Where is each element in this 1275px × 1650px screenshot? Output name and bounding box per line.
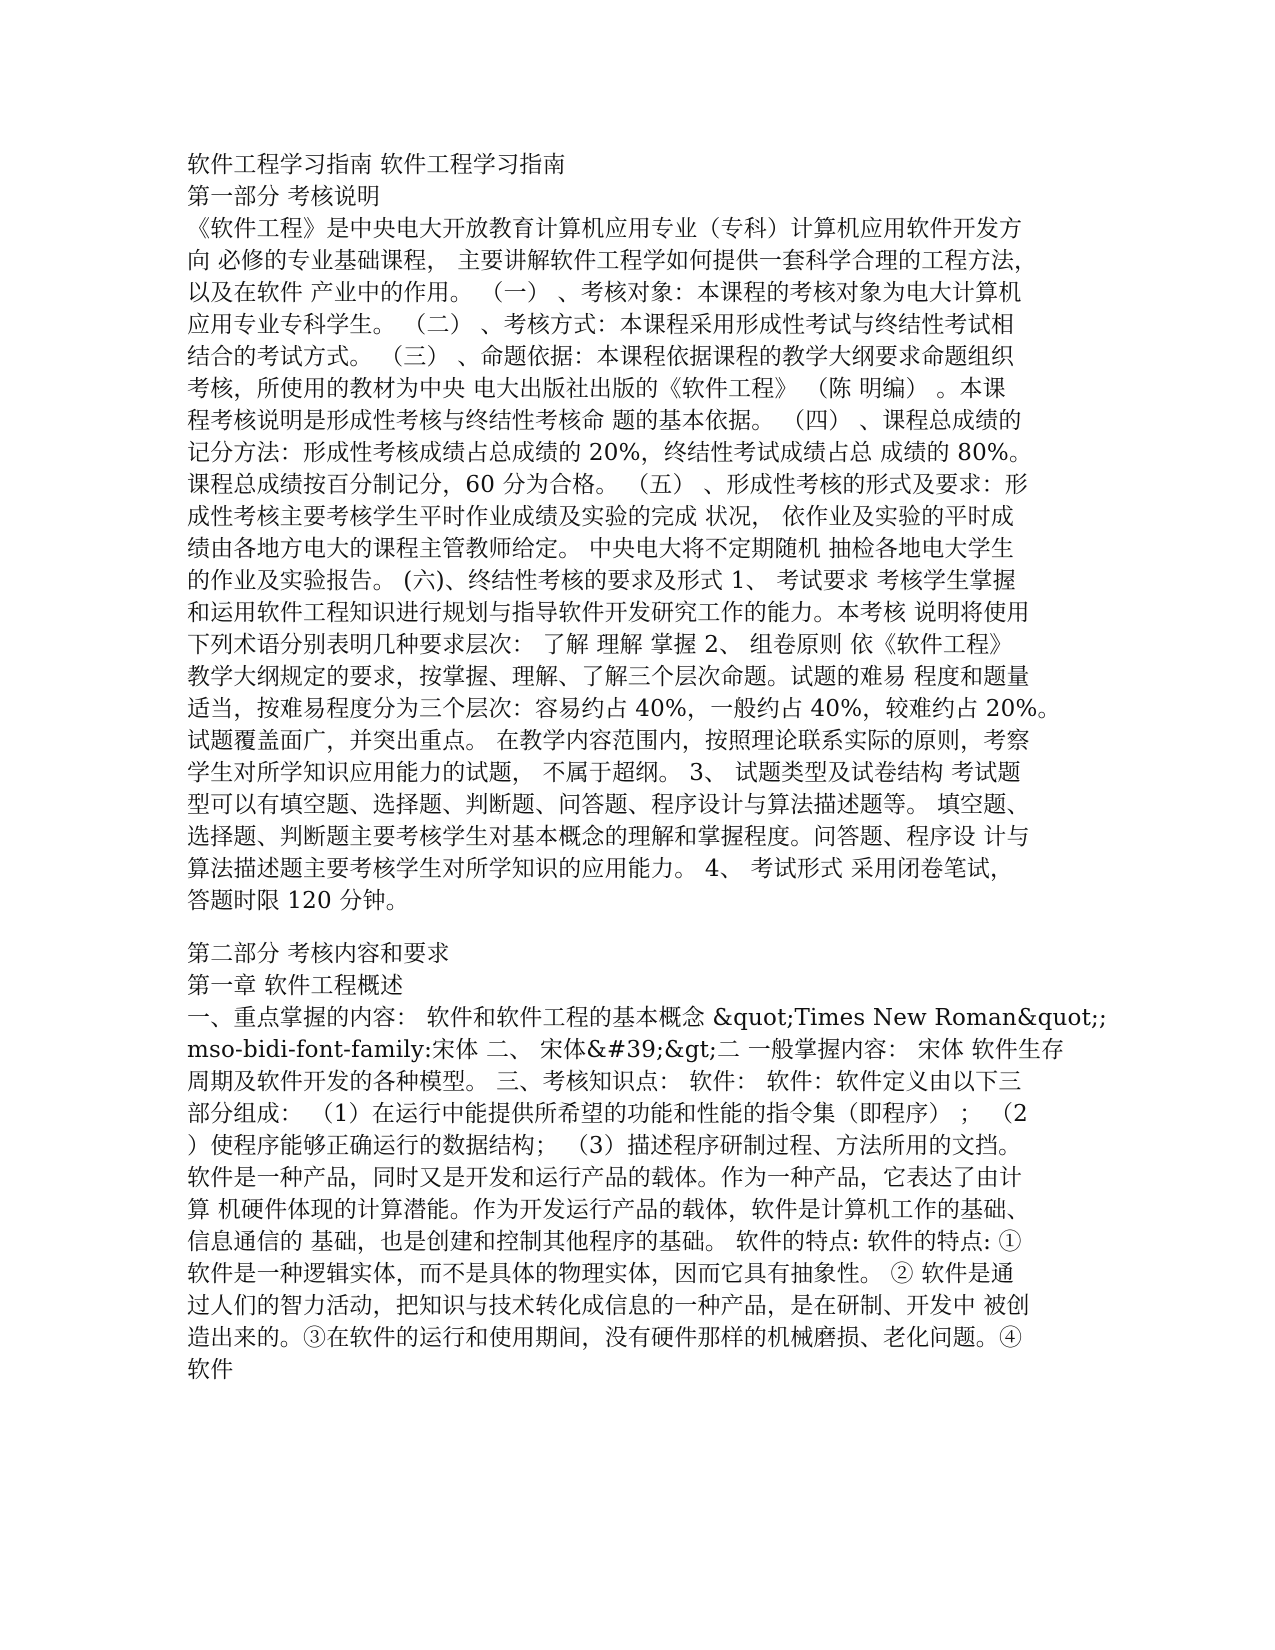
text-line: 试题覆盖面广，并突出重点。 在教学内容范围内，按照理论联系实际的原则，考察: [187, 728, 1030, 754]
text-line: 向 必修的专业基础课程， 主要讲解软件工程学如何提供一套科学合理的工程方法，: [187, 248, 1038, 274]
text-line: 答题时限 120 分钟。: [187, 888, 409, 914]
text-line: 教学大纲规定的要求，按掌握、理解、了解三个层次命题。试题的难易 程度和题量: [187, 664, 1030, 690]
text-line: 周期及软件开发的各种模型。 三、考核知识点： 软件： 软件：软件定义由以下三: [187, 1069, 1022, 1095]
exam-content-section: [187, 938, 1107, 1386]
part-two-heading: 第二部分 考核内容和要求: [187, 941, 450, 967]
text-line: mso-bidi-font-family:宋体 二、 宋体&#39;&gt;二 一般掌握内容： 宋体 软件生存: [187, 1037, 1065, 1063]
text-line: 以及在软件 产业中的作用。 （一） 、考核对象：本课程的考核对象为电大计算机: [187, 280, 1022, 306]
text-line: 一、重点掌握的内容： 软件和软件工程的基本概念 &quot;Times New Roman&quot;;: [187, 1005, 1107, 1031]
exam-description-section: [187, 149, 1087, 917]
part-one-heading: 第一部分 考核说明: [187, 184, 381, 210]
text-line: 程考核说明是形成性考核与终结性考核命 题的基本依据。 （四） 、课程总成绩的: [187, 408, 1022, 434]
text-line: 选择题、判断题主要考核学生对基本概念的理解和掌握程度。问答题、程序设 计与: [187, 824, 1030, 850]
text-line: ）使程序能够正确运行的数据结构； （3）描述程序研制过程、方法所用的文挡。: [187, 1133, 1022, 1159]
text-line: 课程总成绩按百分制记分，60 分为合格。 （五） 、形成性考核的形式及要求：形: [187, 472, 1028, 498]
text-line: 软件是一种逻辑实体，而不是具体的物理实体，因而它具有抽象性。 ② 软件是通: [187, 1261, 1015, 1287]
text-line: 软件是一种产品，同时又是开发和运行产品的载体。作为一种产品，它表达了由计: [187, 1165, 1023, 1191]
document-title-line: 软件工程学习指南 软件工程学习指南: [187, 152, 566, 178]
text-line: 软件: [187, 1357, 234, 1383]
text-line: 应用专业专科学生。 （二） 、考核方式：本课程采用形成性考试与终结性考试相: [187, 312, 1015, 338]
text-line: 算 机硬件体现的计算潜能。作为开发运行产品的载体，软件是计算机工作的基础、: [187, 1197, 1030, 1223]
text-line: 型可以有填空题、选择题、判断题、问答题、程序设计与算法描述题等。 填空题、: [187, 792, 1030, 818]
text-line: 适当，按难易程度分为三个层次：容易约占 40%，一般约占 40%，较难约占 20%。: [187, 696, 1061, 722]
text-line: 过人们的智力活动，把知识与技术转化成信息的一种产品，是在研制、开发中 被创: [187, 1293, 1030, 1319]
text-line: 记分方法：形成性考核成绩占总成绩的 20%，终结性考试成绩占总 成绩的 80%。: [187, 440, 1033, 466]
text-line: 造出来的。③在软件的运行和使用期间，没有硬件那样的机械磨损、老化问题。④: [187, 1325, 1023, 1351]
text-line: 算法描述题主要考核学生对所学知识的应用能力。 4、 考试形式 采用闭卷笔试，: [187, 856, 1014, 882]
text-line: 部分组成： （1）在运行中能提供所希望的功能和性能的指令集（即程序） ； （2: [187, 1101, 1028, 1127]
chapter-one-heading: 第一章 软件工程概述: [187, 973, 404, 999]
text-line: 结合的考试方式。 （三） 、命题依据：本课程依据课程的教学大纲要求命题组织: [187, 344, 1015, 370]
text-line: 《软件工程》是中央电大开放教育计算机应用专业（专科）计算机应用软件开发方: [187, 216, 1023, 242]
text-line: 和运用软件工程知识进行规划与指导软件开发研究工作的能力。本考核 说明将使用: [187, 600, 1030, 626]
text-line: 绩由各地方电大的课程主管教师给定。 中央电大将不定期随机 抽检各地电大学生: [187, 536, 1015, 562]
text-line: 下列术语分别表明几种要求层次： 了解 理解 掌握 2、 组卷原则 依《软件工程》: [187, 632, 1013, 658]
text-line: 考核，所使用的教材为中央 电大出版社出版的《软件工程》 （陈 明编） 。本课: [187, 376, 1006, 402]
text-line: 信息通信的 基础，也是创建和控制其他程序的基础。 软件的特点: 软件的特点: ①: [187, 1229, 1022, 1255]
text-line: 学生对所学知识应用能力的试题， 不属于超纲。 3、 试题类型及试卷结构 考试题: [187, 760, 1021, 786]
text-line: 的作业及实验报告。 (六)、终结性考核的要求及形式 1、 考试要求 考核学生掌握: [187, 568, 1016, 594]
text-line: 成性考核主要考核学生平时作业成绩及实验的完成 状况， 依作业及实验的平时成: [187, 504, 1015, 530]
